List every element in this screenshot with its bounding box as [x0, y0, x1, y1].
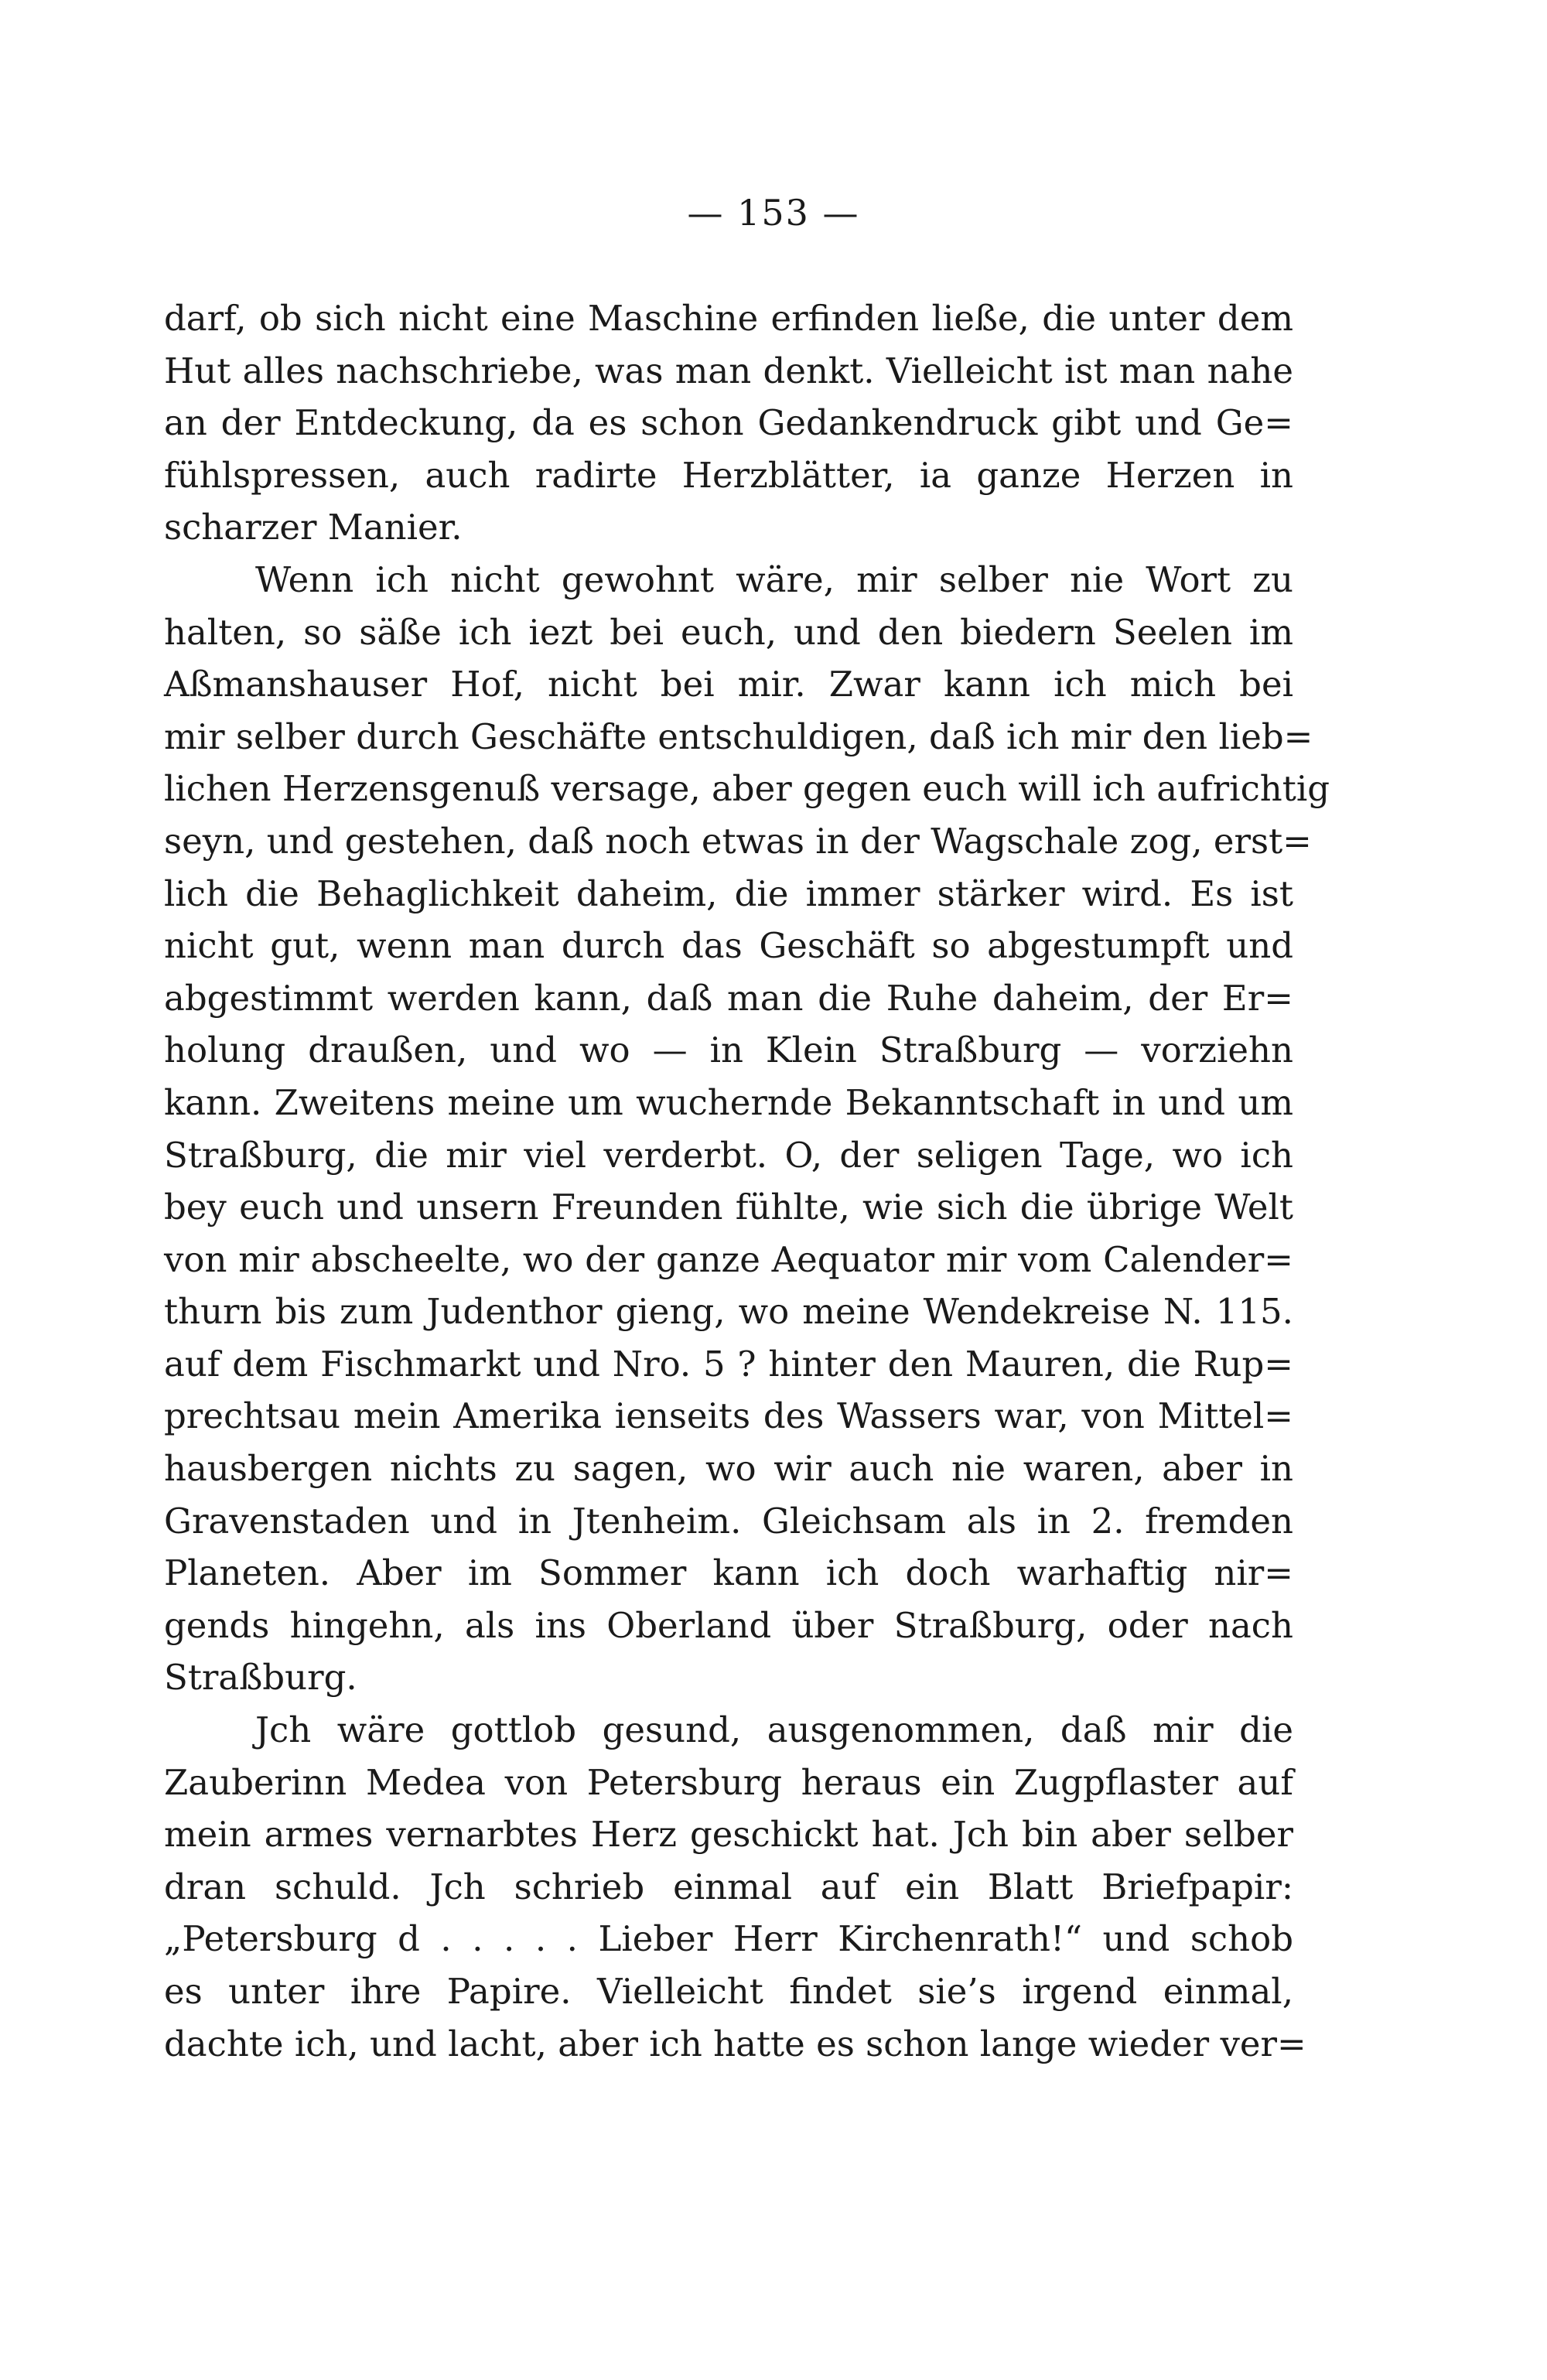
body-text	[164, 292, 1330, 2070]
text-line: dran schuld. Jch schrieb einmal auf ein Blatt Briefpapir:	[164, 1866, 1293, 1907]
text-line: scharzer Manier.	[164, 507, 463, 548]
text-line: thurn bis zum Judenthor gieng, wo meine Wendekreise N. 115.	[164, 1291, 1293, 1333]
text-line: Planeten. Aber im Sommer kann ich doch warhaftig nir=	[164, 1552, 1293, 1594]
text-line: seyn, und gestehen, daß noch etwas in der Wagschale zog, erst=	[164, 820, 1312, 862]
text-line: Wenn ich nicht gewohnt wäre, mir selber nie Wort zu	[255, 558, 1293, 600]
text-line: prechtsau mein Amerika ienseits des Wassers war, von Mittel=	[164, 1395, 1293, 1437]
text-line: lichen Herzensgenuß versage, aber gegen euch will ich aufrichtig	[164, 768, 1330, 810]
text-line: es unter ihre Papire. Vielleicht findet sie’s irgend einmal,	[164, 1971, 1293, 2012]
text-line: halten, so säße ich iezt bei euch, und den biedern Seelen im	[164, 611, 1293, 653]
text-line: bey euch und unsern Freunden fühlte, wie sich die übrige Welt	[164, 1187, 1293, 1228]
text-line: Straßburg.	[164, 1657, 357, 1699]
text-line: lich die Behaglichkeit daheim, die immer stärker wird. Es ist	[164, 872, 1293, 914]
text-line: Gravenstaden und in Jtenheim. Gleichsam als in 2. fremden	[164, 1500, 1293, 1542]
text-line: fühlspressen, auch radirte Herzblätter, ia ganze Herzen in	[164, 454, 1293, 496]
text-line: holung draußen, und wo — in Klein Straßburg — vorziehn	[164, 1030, 1293, 1071]
text-line: kann. Zweitens meine um wuchernde Bekanntschaft in und um	[164, 1081, 1293, 1123]
text-line: „Petersburg d . . . . . Lieber Herr Kirchenrath!“ und schob	[164, 1918, 1293, 1960]
text-line: Zauberinn Medea von Petersburg heraus ein Zugpflaster auf	[164, 1761, 1293, 1803]
text-line: darf, ob sich nicht eine Maschine erfinden ließe, die unter dem	[164, 298, 1293, 339]
text-line: an der Entdeckung, da es schon Gedankendruck gibt und Ge=	[164, 402, 1293, 444]
text-line: Jch wäre gottlob gesund, ausgenommen, daß mir die	[255, 1709, 1293, 1751]
text-line: nicht gut, wenn man durch das Geschäft so abgestumpft und	[164, 925, 1293, 967]
text-line: auf dem Fischmarkt und Nro. 5 ? hinter den Mauren, die Rup=	[164, 1343, 1293, 1385]
text-line: Hut alles nachschriebe, was man denkt. Vielleicht ist man nahe	[164, 350, 1293, 391]
page-number: — 153 —	[687, 192, 860, 234]
text-line: mein armes vernarbtes Herz geschickt hat. Jch bin aber selber	[164, 1814, 1293, 1856]
text-line: abgestimmt werden kann, daß man die Ruhe daheim, der Er=	[164, 977, 1293, 1019]
text-line: mir selber durch Geschäfte entschuldigen, daß ich mir den lieb=	[164, 715, 1313, 757]
text-line: gends hingehn, als ins Oberland über Straßburg, oder nach	[164, 1604, 1293, 1646]
text-line: dachte ich, und lacht, aber ich hatte es schon lange wieder ver=	[164, 2023, 1306, 2064]
text-line: hausbergen nichts zu sagen, wo wir auch nie waren, aber in	[164, 1448, 1293, 1490]
text-line: Straßburg, die mir viel verderbt. O, der seligen Tage, wo ich	[164, 1134, 1293, 1176]
text-line: Aßmanshauser Hof, nicht bei mir. Zwar kann ich mich bei	[164, 664, 1293, 705]
text-line: von mir abscheelte, wo der ganze Aequator mir vom Calender=	[164, 1238, 1293, 1280]
